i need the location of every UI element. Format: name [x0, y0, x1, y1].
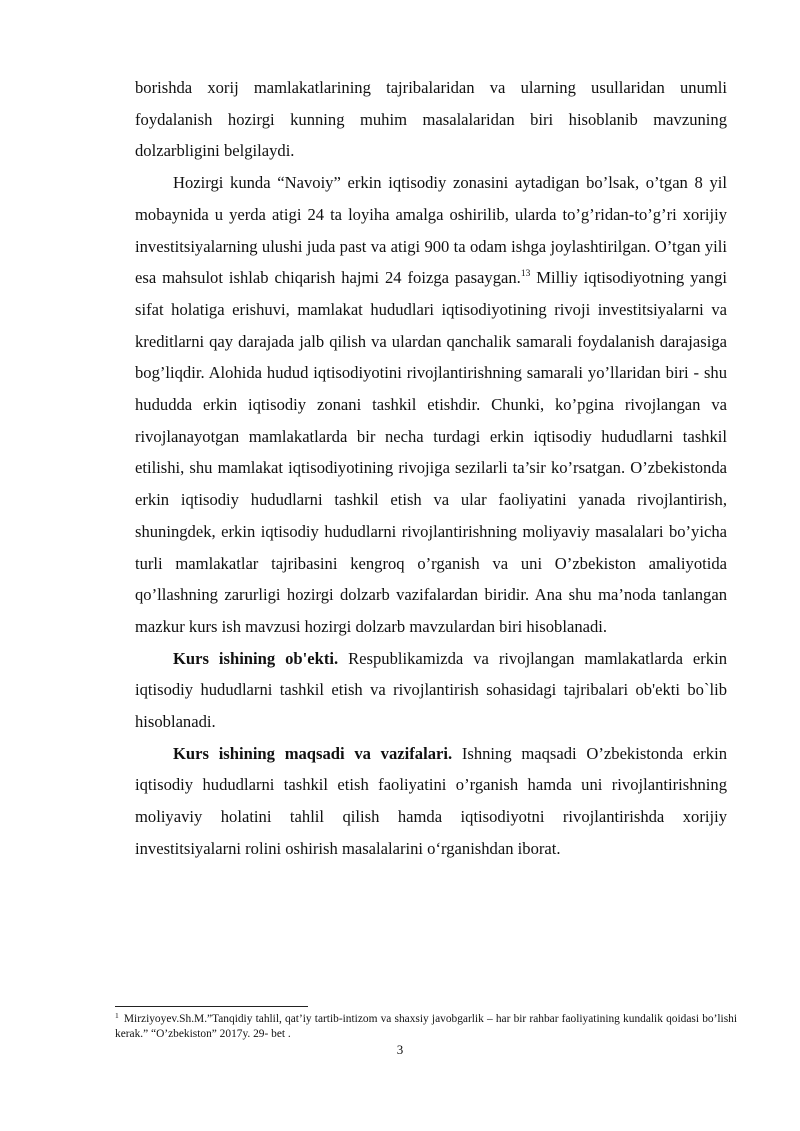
footnote-text: Mirziyoyev.Sh.M.”Tanqidiy tahlil, qat’iy tartib-intizom va shaxsiy javobgarlik – har bir rahbar faoliyatining kundalik qoidasi bo’lishi kerak.” “O’zbekiston” 2017y. 29- bet . [115, 1013, 737, 1040]
body-text [135, 72, 727, 865]
course-goals-heading: Kurs ishining maqsadi va vazifalari. [173, 743, 453, 763]
footnote-reference[interactable]: 13 [520, 269, 531, 280]
paragraph-intro-continuation: borishda xorij mamlakatlarining tajribalaridan va ularning usullaridan unumli foydalanish hozirgi kunning muhim masalalaridan biri hisoblanib mavzuning dolzarbligini belgilaydi. [135, 78, 727, 161]
course-object-text: Respublikamizda va rivojlangan mamlakatlarda erkin iqtisodiy hududlarni tashkil etish va rivojlantirish sohasidagi tajribalari ob'ekti bo`lib hisoblanadi. [135, 648, 727, 732]
paragraph-course-object [135, 643, 727, 738]
course-object-heading: Kurs ishining ob'ekti. [173, 648, 339, 668]
footnote-separator [115, 1006, 308, 1007]
paragraph-navoiy-text-part1: Hozirgi kunda “Navoiy” erkin iqtisodiy zonasini aytadigan bo’lsak, o’tgan 8 yil mobaynida u yerda atigi 24 ta loyiha amalga oshirilib, ularda to’g’ridan-to’g’ri xorijiy investitsiyalarning ulushi juda past va atigi 900 ta odam ishga joylashtirilgan. O’tgan yili esa mahsulot ishlab chiqarish hajmi 24 foizga pasaygan. [135, 173, 727, 288]
footnote-marker: 1 [115, 1011, 119, 1020]
footnote [115, 1012, 737, 1042]
page-number: 3 [396, 1042, 404, 1057]
paragraph-course-goals [135, 738, 727, 865]
course-goals-text: Ishning maqsadi O’zbekistonda erkin iqtisodiy hududlarni tashkil etish faoliyatini o’rganish hamda uni rivojlantirishning moliyaviy holatini tahlil qilish hamda iqtisodiyotni rivojlantirishda xorijiy investitsiyalarni rolini oshirish masalalarini o‘rganishdan iborat. [135, 743, 727, 858]
paragraph-navoiy-zone [135, 167, 727, 643]
paragraph-navoiy-text-part2: Milliy iqtisodiyotning yangi sifat holatiga erishuvi, mamlakat hududlari iqtisodiyotining rivoji investitsiyalarni va kreditlarni qay darajada jalb qilish va ulardan qanchalik samarali foydalanish darajasiga bog’liqdir. Alohida hudud iqtisodiyotini rivojlantirishning samarali yo’llaridan biri - shu hududda erkin iqtisodiy zonani tashkil etishdir. Chunki, ko’pgina rivojlangan va rivojlanayotgan mamlakatlarda bir necha turdagi erkin iqtisodiy hududlarni tashkil etilishi, shu mamlakat iqtisodiyotining rivojiga sezilarli ta’sir ko’rsatgan. O’zbekistonda erkin iqtisodiy hududlarni tashkil etish va ular faoliyatini yanada rivojlantirish, shuningdek, erkin iqtisodiy hududlarni rivojlantirishning moliyaviy masalalari bo’yicha turli mamlakatlar tajribasini kengroq o’rganish va uni O’zbekiston amaliyotida qo’llashning zarurligi hozirgi dolzarb vazifalardan biridir. Ana shu ma’noda tanlangan mazkur kurs ish mavzusi hozirgi dolzarb mavzulardan biri hisoblanadi. [135, 268, 727, 636]
